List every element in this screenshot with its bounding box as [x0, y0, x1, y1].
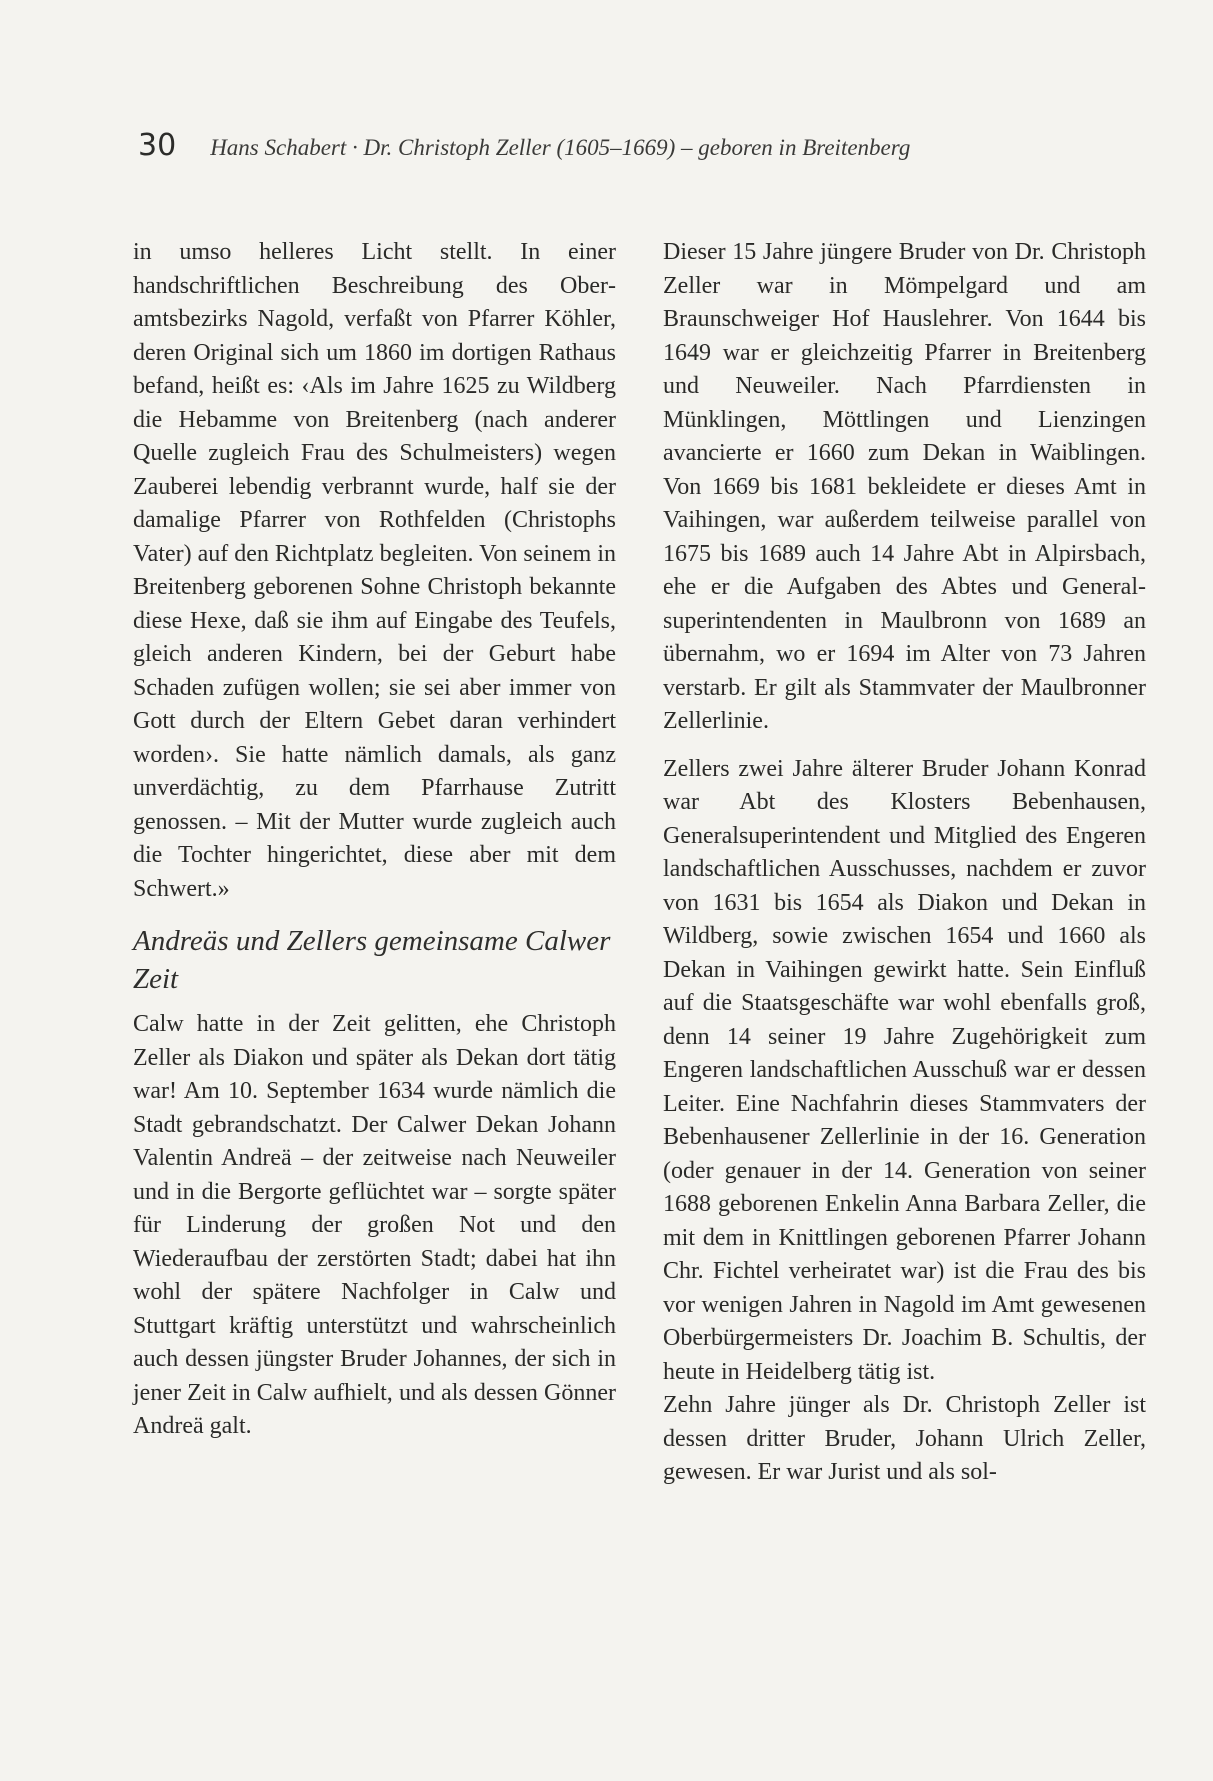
right-paragraph-2: Zellers zwei Jahre älterer Bruder Johann Konrad war Abt des Klosters Bebenhausen, Generalsuperintendent und Mitglied des Engeren landschaftlichen Ausschusses, nachdem er zuvor von 1631 bis 1654 als Diakon und Dekan in Wildberg, sowie zwischen 1654 und 1660 als Dekan in Vaihingen gewirkt hatte. Sein Einfluß auf die Staatsgeschäfte war wohl ebenfalls groß, denn 14 seiner 19 Jahre Zugehörigkeit zum Engeren landschaftlichen Ausschuß war er dessen Leiter. Eine Nachfahrin dieses Stammvaters der Bebenhausener Zellerlinie in der 16. Generation (oder genauer in der 14. Generation von seiner 1688 geborenen Enkelin Anna Barbara Zeller, die mit dem in Knittlingen geborenen Pfarrer Johann Chr. Fichtel verheiratet war) ist die Frau des bis vor wenigen Jahren in Nagold im Amt gewesenen Oberbürgermeisters Dr. Joachim B. Schultis, der heute in Heidelberg tätig ist. — [663, 755, 1146, 1385]
right-paragraph-1: Dieser 15 Jahre jüngere Bruder von Dr. Christoph Zeller war in Mömpelgard und am Braunschweiger Hof Hauslehrer. Von 1644 bis 1649 war er gleichzeitig Pfarrer in Breitenberg und Neuweiler. Nach Pfarrdiensten in Münklingen, Möttlingen und Lienzingen avancierte er 1660 zum Dekan in Waiblingen. Von 1669 bis 1681 bekleidete er dieses Amt in Vaihingen, war außerdem teilweise parallel von 1675 bis 1689 auch 14 Jahre Abt in Alpirsbach, ehe er die Aufgaben des Abtes und Generalsuperintendenten in Maulbronn von 1689 an übernahm, wo er 1694 im Alter von 73 Jahren verstarb. Er gilt als Stammvater der Maulbronner Zellerlinie. — [663, 239, 1146, 734]
left-paragraph-1: in umso helleres Licht stellt. In einer handschriftlichen Beschreibung des Oberamtsbezirks Nagold, verfaßt von Pfarrer Köhler, deren Original sich um 1860 im dortigen Rathaus befand, heißt es: ‹Als im Jahre 1625 zu Wildberg die Hebamme von Breitenberg (nach anderer Quelle zugleich Frau des Schulmeisters) wegen Zauberei lebendig verbrannt wurde, half sie der damalige Pfarrer von Rothfelden (Christophs Vater) auf den Richtplatz begleiten. Von seinem in Breitenberg geborenen Sohne Christoph bekannte diese Hexe, daß sie ihm auf Eingabe des Teufels, gleich anderen Kindern, bei der Geburt habe Schaden zufügen wollen; sie sei aber immer von Gott durch der Eltern Gebet daran verhindert worden›. Sie hatte nämlich damals, als ganz unverdächtig, zu dem Pfarrhause Zutritt genossen. – Mit der Mutter wurde zugleich auch die Tochter hingerichtet, diese aber mit dem Schwert.» — [133, 239, 616, 902]
left-column — [133, 236, 616, 1444]
page-number: 30 — [138, 128, 177, 163]
right-column — [663, 236, 1146, 1490]
section-heading: Andreäs und Zellers gemeinsame Calwer Zeit — [133, 925, 611, 995]
left-paragraph-2: Calw hatte in der Zeit gelitten, ehe Christoph Zeller als Diakon und später als Dekan dort tätig war! Am 10. September 1634 wurde nämlich die Stadt gebrandschatzt. Der Calwer Dekan Johann Valentin Andreä – der zeitweise nach Neuweiler und in die Bergorte geflüchtet war – sorgte später für Linderung der großen Not und den Wiederaufbau der zerstörten Stadt; dabei hat ihn wohl der spätere Nachfolger in Calw und Stuttgart kräftig unterstützt und wahrscheinlich auch dessen jüngster Bruder Johannes, der sich in jener Zeit in Calw aufhielt, und als dessen Gönner Andreä galt. — [133, 1011, 616, 1439]
right-paragraph-3: Zehn Jahre jünger als Dr. Christoph Zeller ist dessen dritter Bruder, Johann Ulrich Zeller, gewesen. Er war Jurist und als sol- — [663, 1392, 1146, 1485]
running-title: Hans Schabert · Dr. Christoph Zeller (1605–1669) – geboren in Breitenberg — [210, 135, 911, 160]
page-header — [138, 128, 1138, 176]
